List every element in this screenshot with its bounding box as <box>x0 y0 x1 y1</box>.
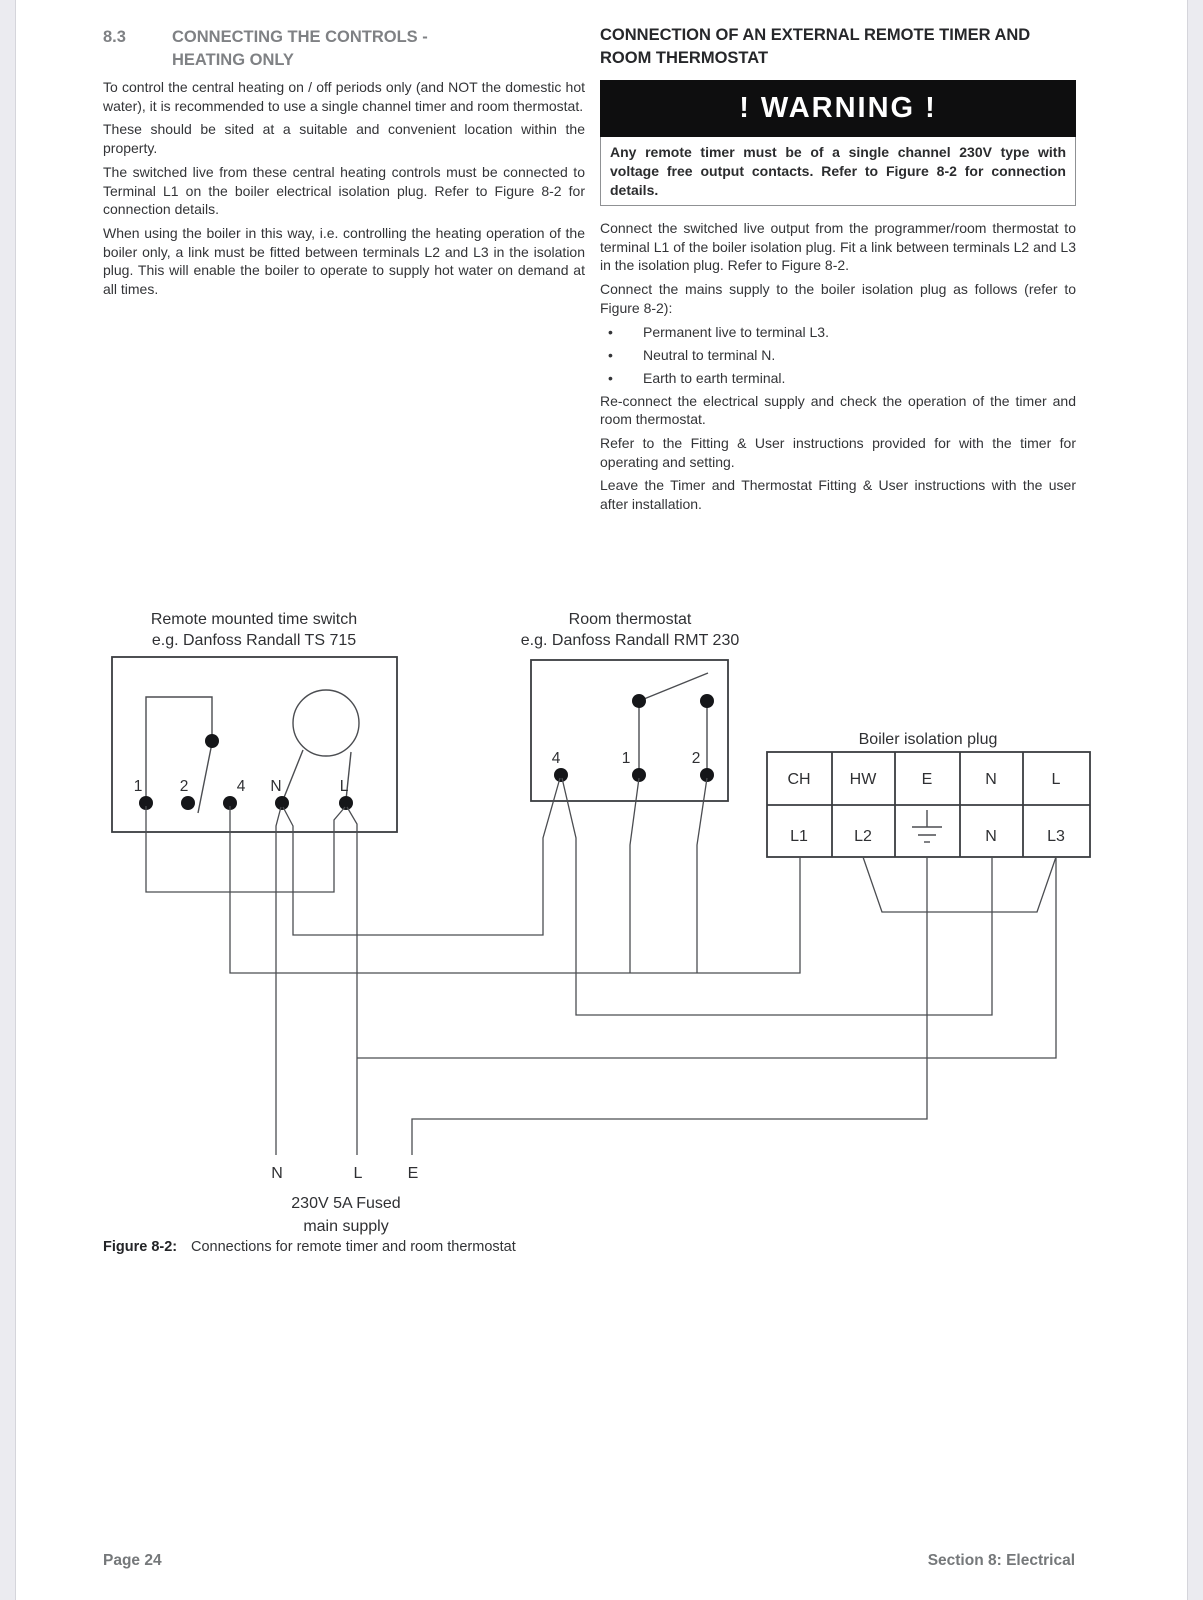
supply-label: main supply <box>303 1218 389 1235</box>
plug-cell-label: L1 <box>790 828 808 845</box>
paragraph: Leave the Timer and Thermostat Fitting & User instructions with the user after installation. <box>600 477 1076 513</box>
thermostat-terminal-label: 1 <box>621 750 631 767</box>
plug-cell-label: E <box>921 771 933 788</box>
paragraph: These should be sited at a suitable and convenient location within the property. <box>103 121 585 157</box>
timer-subtitle: e.g. Danfoss Randall TS 715 <box>151 632 357 649</box>
list-item: • Earth to earth terminal. <box>600 369 1076 388</box>
plug-cell-label: L2 <box>854 828 872 845</box>
thermostat-terminal-label: 4 <box>551 750 561 767</box>
boiler-isolation-plug <box>767 752 1090 857</box>
warning-body: Any remote timer must be of a single channel 230V type with voltage free output contacts. Refer to Figure 8-2 for connection details. <box>600 137 1076 206</box>
list-item: • Neutral to terminal N. <box>600 346 1076 365</box>
mains-supply-labels <box>271 1165 418 1235</box>
warning-title-bar: ! WARNING ! <box>600 80 1076 137</box>
paragraph: Re-connect the electrical supply and check the operation of the timer and room thermostat. <box>600 392 1076 428</box>
plug-title: Boiler isolation plug <box>858 731 998 748</box>
timer-title: Remote mounted time switch <box>150 611 358 628</box>
timer-terminal-label: N <box>270 778 282 795</box>
timer-terminal-label: 4 <box>236 778 246 795</box>
bullet-icon: • <box>608 346 613 363</box>
time-switch-box <box>112 657 397 832</box>
bullet-icon: • <box>608 369 613 386</box>
wire-link-L2-L3 <box>863 857 1056 912</box>
plug-cell-label: N <box>985 771 997 788</box>
thermostat-subtitle: e.g. Danfoss Randall RMT 230 <box>520 632 740 649</box>
footer-section-title: Section 8: Electrical <box>927 1552 1075 1569</box>
earth-ground-icon <box>912 810 942 842</box>
paragraph: The switched live from these central heating controls must be connected to Terminal L1 on the boiler electrical isolation plug. Refer to Figure 8-2 for connection details. <box>103 163 585 218</box>
timer-terminal-label: 2 <box>179 778 189 795</box>
paragraph: Connect the switched live output from the programmer/room thermostat to terminal L1 of the boiler isolation plug. Fit a link between terminals L2 and L3 in the isolation plug. Refer to Figure 8-2. <box>600 220 1076 274</box>
right-heading: CONNECTION OF AN EXTERNAL REMOTE TIMER AND ROOM THERMOSTAT <box>600 26 1031 67</box>
wire-thermostat2-drop <box>697 778 707 973</box>
bullet-icon: • <box>608 323 613 340</box>
list-item: • Permanent live to terminal L3. <box>600 323 1076 342</box>
paragraph: Connect the mains supply to the boiler isolation plug as follows (refer to Figure 8-2): <box>600 281 1076 316</box>
thermostat-terminal-label: 2 <box>691 750 701 767</box>
wire-timerN-to-thermostat4 <box>283 778 560 935</box>
supply-terminal-label: L <box>353 1165 363 1182</box>
section-number: 8.3 <box>103 28 126 46</box>
figure-caption-label: Figure 8-2: <box>103 1239 178 1255</box>
thermostat-title: Room thermostat <box>568 611 692 628</box>
section-title: CONNECTING THE CONTROLS - HEATING ONLY <box>172 28 428 69</box>
supply-terminal-label: E <box>407 1165 419 1182</box>
paragraph: Refer to the Fitting & User instructions provided for with the timer for operating and setting. <box>600 434 1076 470</box>
plug-cell-label: L3 <box>1047 828 1065 845</box>
wire-mainsL-to-plugL3 <box>357 857 1056 1058</box>
supply-terminal-label: N <box>271 1165 283 1182</box>
paragraph: When using the boiler in this way, i.e. controlling the heating operation of the boiler only, a link must be fitted between terminals L2 and L3 in the isolation plug. This will enable the boiler to operate to supply hot water on demand at all times. <box>103 224 585 298</box>
figure-caption-text: Connections for remote timer and room thermostat <box>191 1239 516 1255</box>
plug-cell-label: CH <box>787 771 811 788</box>
wire-timer4-to-plugL1 <box>230 806 800 973</box>
timer-terminal-label: L <box>339 778 349 795</box>
plug-cell-label: HW <box>849 771 877 788</box>
paragraph: To control the central heating on / off periods only (and NOT the domestic hot water), it is recommended to use a single channel timer and room thermostat. <box>103 79 585 114</box>
room-thermostat-box <box>531 660 728 801</box>
wire-thermostat1-drop <box>630 778 639 973</box>
clock-motor-symbol <box>293 690 359 756</box>
wire-mainsN-to-timerN <box>276 807 281 1155</box>
wire-mainsL-to-timerL <box>347 807 357 1155</box>
wire-timer1-to-timerL <box>146 806 345 892</box>
supply-label: 230V 5A Fused <box>291 1195 401 1212</box>
footer-page-number: Page 24 <box>103 1552 162 1569</box>
plug-cell-label: N <box>985 828 997 845</box>
wire-earth <box>412 857 927 1155</box>
timer-terminal-label: 1 <box>133 778 143 795</box>
plug-cell-label: L <box>1051 771 1061 788</box>
page-footer <box>103 1552 1075 1570</box>
